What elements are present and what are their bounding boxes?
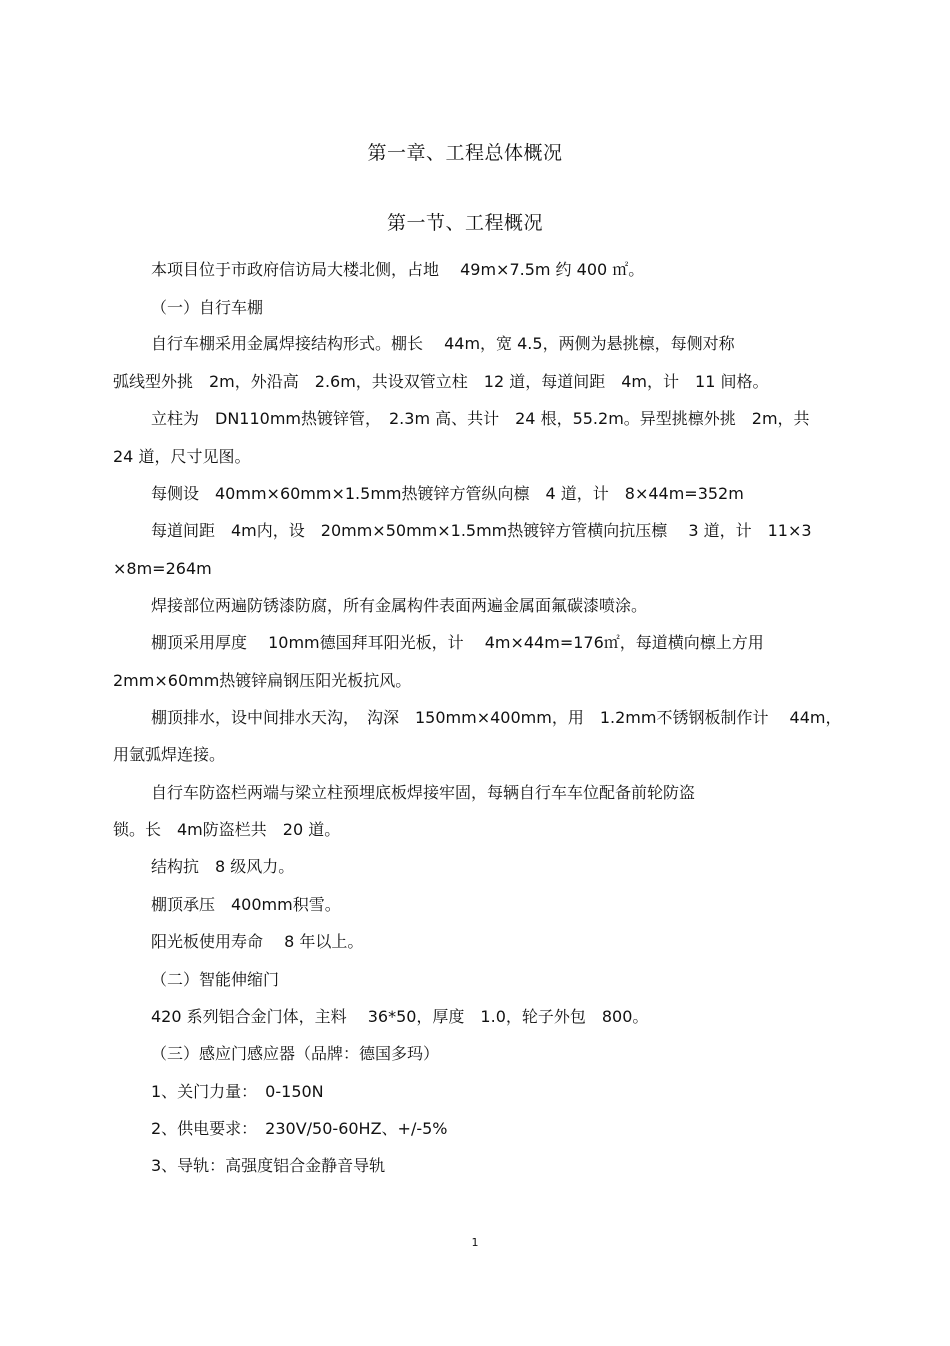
paragraph-line: 自行车防盗栏两端与梁立柱预埋底板焊接牢固，每辆自行车车位配备前轮防盗: [151, 783, 696, 802]
paragraph-line: 弧线型外挑 2m，外沿高 2.6m，共设双管立柱 12 道，每道间距 4m，计 11 间格。: [113, 372, 769, 391]
paragraph-line: （二）智能伸缩门: [151, 970, 280, 989]
paragraph-line: 420 系列铝合金门体，主料 36*50，厚度 1.0，轮子外包 800。: [151, 1007, 649, 1026]
paragraph-line: 锁。长 4m防盗栏共 20 道。: [113, 820, 341, 839]
paragraph-line: （一）自行车棚: [151, 298, 264, 317]
chapter-title: 第一章、工程总体概况: [367, 142, 563, 164]
paragraph-line: 立柱为 DN110mm热镀锌管， 2.3m 高、共计 24 根，55.2m。异型挑檩外挑 2m，共: [151, 409, 810, 428]
paragraph-line: 棚顶采用厚度 10mm德国拜耳阳光板，计 4m×44m=176㎡，每道横向檩上方用: [151, 633, 764, 652]
paragraph-line: 棚顶承压 400mm积雪。: [151, 895, 341, 914]
paragraph-line: （三）感应门感应器（品牌：德国多玛）: [151, 1044, 440, 1063]
paragraph-line: 自行车棚采用金属焊接结构形式。棚长 44m，宽 4.5，两侧为悬挑檩，每侧对称: [151, 334, 735, 353]
paragraph-line: 1、关门力量： 0-150N: [151, 1082, 324, 1101]
paragraph-line: 用氩弧焊连接。: [113, 745, 226, 764]
paragraph-line: 结构抗 8 级风力。: [151, 857, 295, 876]
page-number: 1: [471, 1236, 479, 1249]
paragraph-line: 2、供电要求： 230V/50-60HZ、+/-5%: [151, 1119, 448, 1138]
paragraph-line: 24 道，尺寸见图。: [113, 447, 251, 466]
paragraph-line: 棚顶排水，设中间排水天沟， 沟深 150mm×400mm，用 1.2mm不锈钢板制作计 44m，: [151, 708, 842, 727]
paragraph-line: 2mm×60mm热镀锌扁钢压阳光板抗风。: [113, 671, 412, 690]
paragraph-line: 本项目位于市政府信访局大楼北侧，占地 49m×7.5m 约 400 ㎡。: [151, 260, 645, 279]
section-title: 第一节、工程概况: [386, 212, 543, 234]
paragraph-line: 3、导轨：高强度铝合金静音导轨: [151, 1156, 386, 1175]
paragraph-line: ×8m=264m: [113, 559, 212, 578]
paragraph-line: 阳光板使用寿命 8 年以上。: [151, 932, 364, 951]
paragraph-line: 焊接部位两遍防锈漆防腐，所有金属构件表面两遍金属面氟碳漆喷涂。: [151, 596, 648, 615]
paragraph-line: 每道间距 4m内，设 20mm×50mm×1.5mm热镀锌方管横向抗压檩 3 道，计 11×3: [151, 521, 812, 540]
paragraph-line: 每侧设 40mm×60mm×1.5mm热镀锌方管纵向檩 4 道，计 8×44m=352m: [151, 484, 744, 503]
